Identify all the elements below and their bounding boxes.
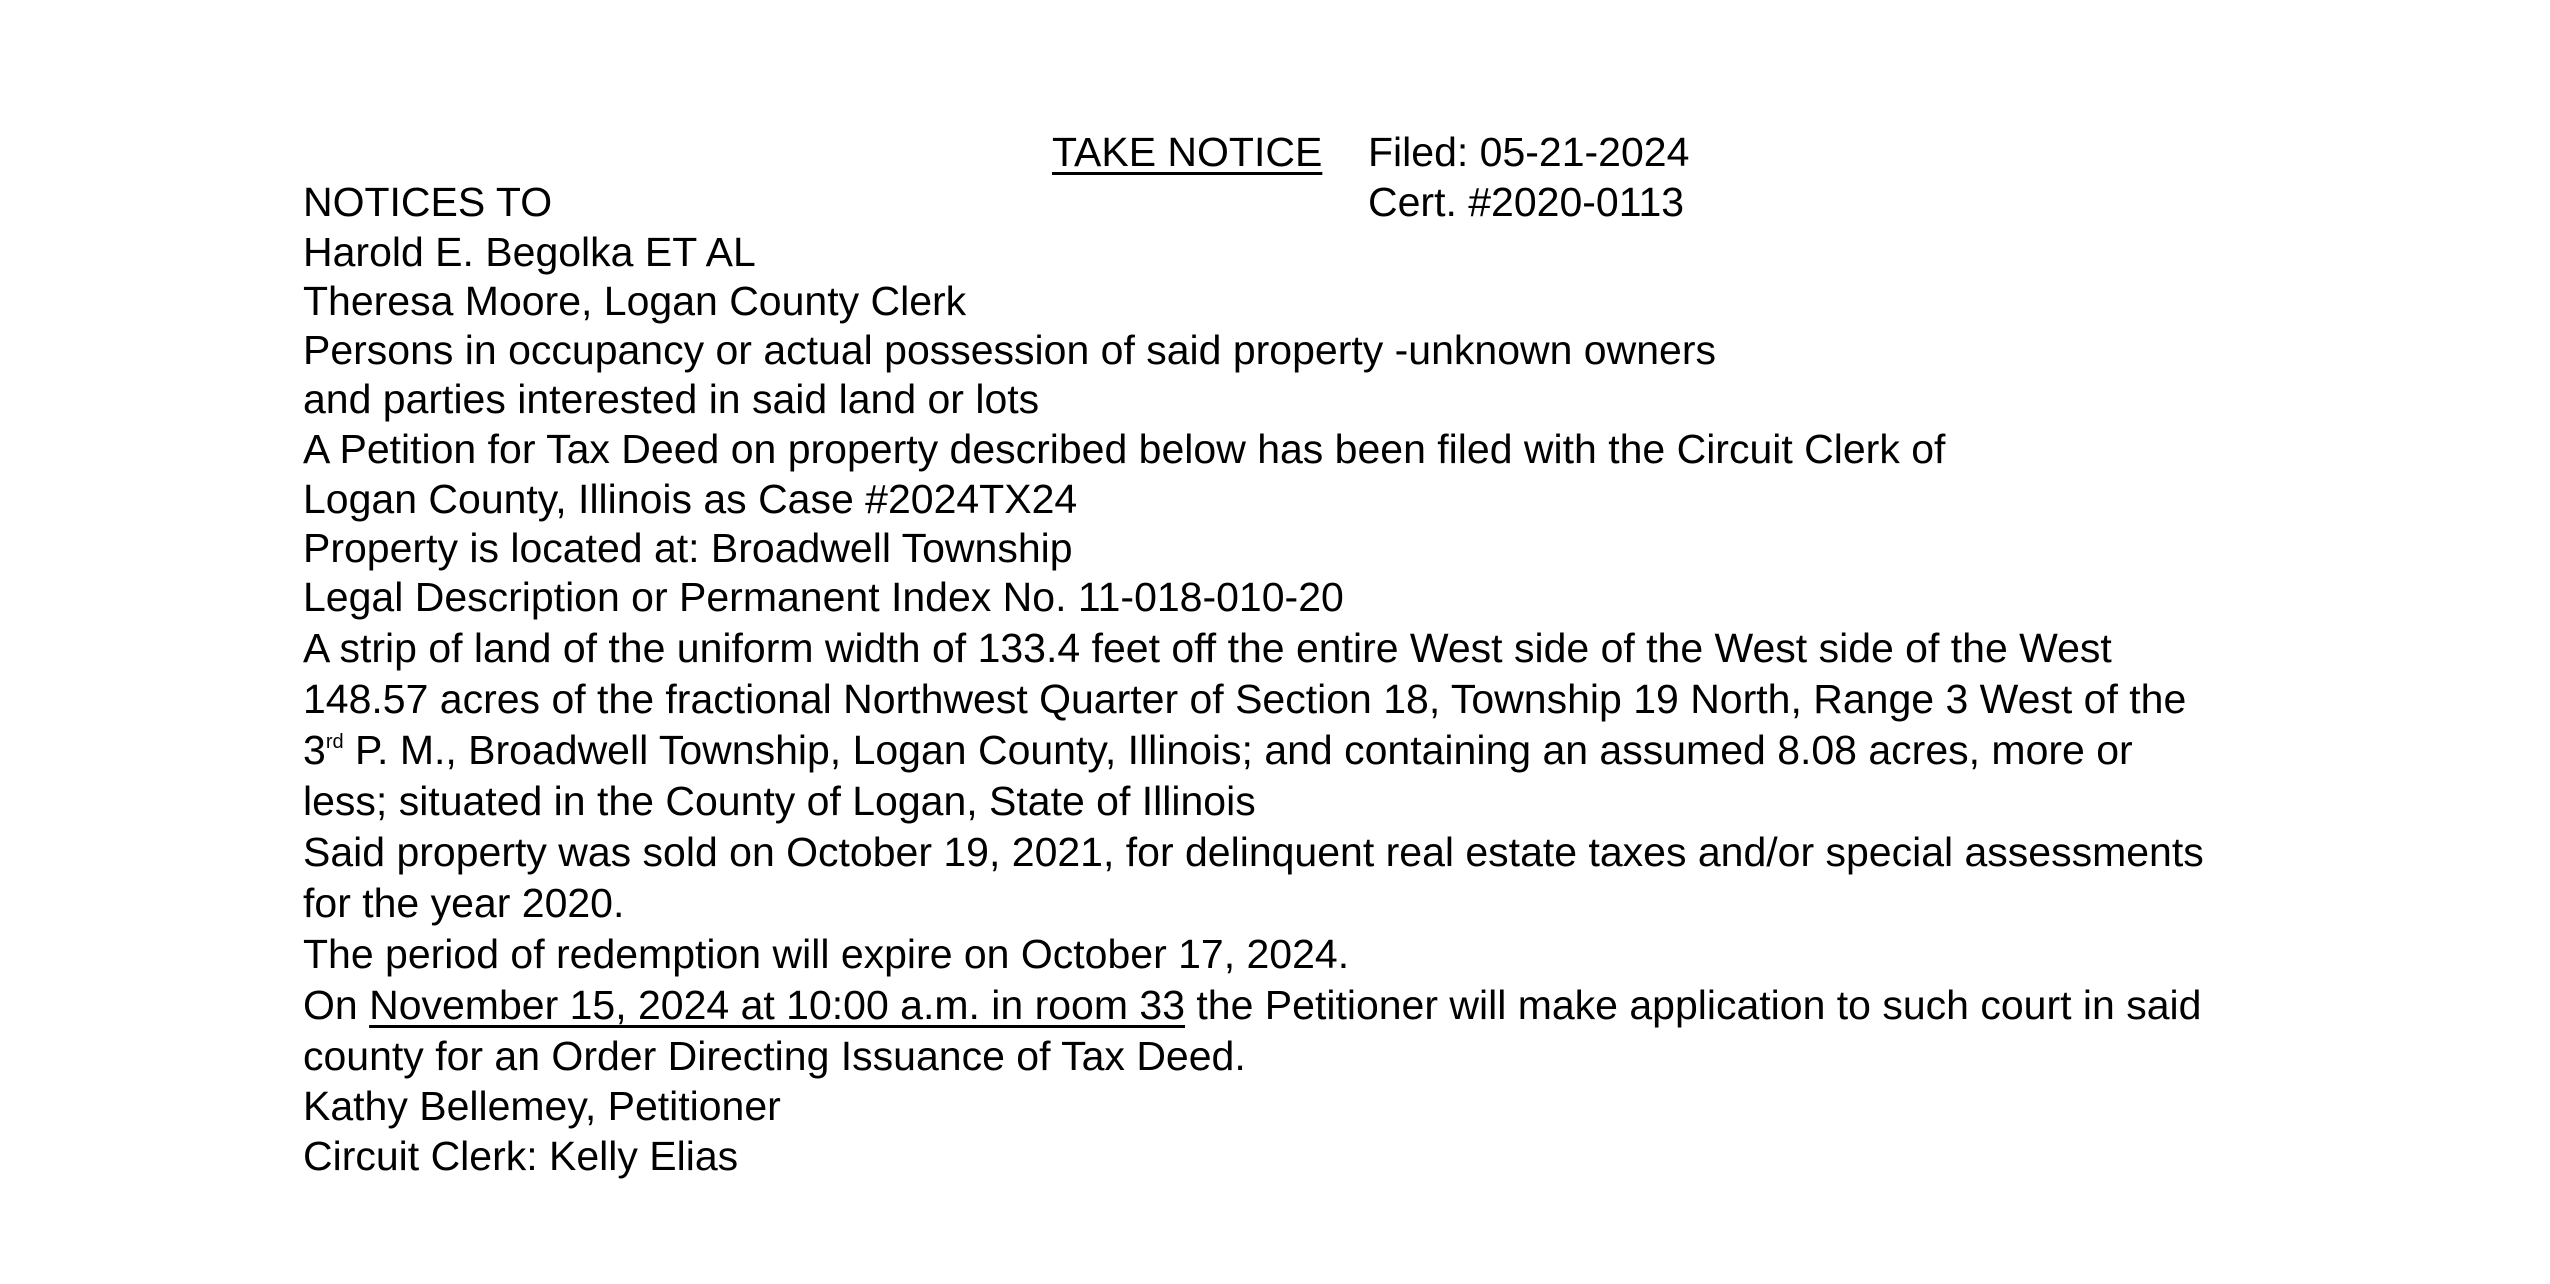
filed-date: Filed: 05-21-2024 <box>1368 129 1690 175</box>
redemption-expiry: The period of redemption will expire on October 17, 2024. <box>303 931 1350 977</box>
petition-line-1: A Petition for Tax Deed on property described below has been filed with the Circuit Clerk of <box>303 426 1946 472</box>
legal-description-line-3 <box>303 725 2133 775</box>
property-location: Property is located at: Broadwell Township <box>303 525 1073 571</box>
hearing-line-1 <box>303 980 2201 1030</box>
legal-description-line-2: 148.57 acres of the fractional Northwest Quarter of Section 18, Township 19 North, Range 3 West of the <box>303 676 2187 722</box>
legal-description-line-3-text: P. M., Broadwell Township, Logan County, Illinois; and containing an assumed 8.08 acres, more or <box>343 727 2133 773</box>
hearing-line-2: county for an Order Directing Issuance of Tax Deed. <box>303 1033 1246 1079</box>
meridian-number: 3 <box>303 727 326 773</box>
legal-description-line-4: less; situated in the County of Logan, State of Illinois <box>303 778 1256 824</box>
recipient-3: Persons in occupancy or actual possession of said property -unknown owners <box>303 327 1716 373</box>
sale-line-1: Said property was sold on October 19, 2021, for delinquent real estate taxes and/or special assessments <box>303 829 2204 875</box>
circuit-clerk-name: Circuit Clerk: Kelly Elias <box>303 1133 739 1179</box>
recipient-4: and parties interested in said land or lots <box>303 376 1040 422</box>
petitioner-name: Kathy Bellemey, Petitioner <box>303 1083 781 1129</box>
recipient-2: Theresa Moore, Logan County Clerk <box>303 278 967 324</box>
petition-line-2: Logan County, Illinois as Case #2024TX24 <box>303 476 1078 522</box>
notices-to-label: NOTICES TO <box>303 179 553 225</box>
permanent-index: Legal Description or Permanent Index No. 11-018-010-20 <box>303 574 1344 620</box>
certificate-number: Cert. #2020-0113 <box>1368 179 1685 225</box>
notice-title: TAKE NOTICE <box>1052 129 1323 175</box>
ordinal-superscript: rd <box>325 731 344 753</box>
sale-line-2: for the year 2020. <box>303 880 625 926</box>
hearing-date-place: November 15, 2024 at 10:00 a.m. in room 33 <box>369 982 1186 1028</box>
hearing-prefix: On <box>303 982 370 1028</box>
legal-description-line-1: A strip of land of the uniform width of 133.4 feet off the entire West side of the West side of the West <box>303 625 2112 671</box>
recipient-1: Harold E. Begolka ET AL <box>303 229 756 275</box>
hearing-suffix: the Petitioner will make application to such court in said <box>1185 982 2202 1028</box>
